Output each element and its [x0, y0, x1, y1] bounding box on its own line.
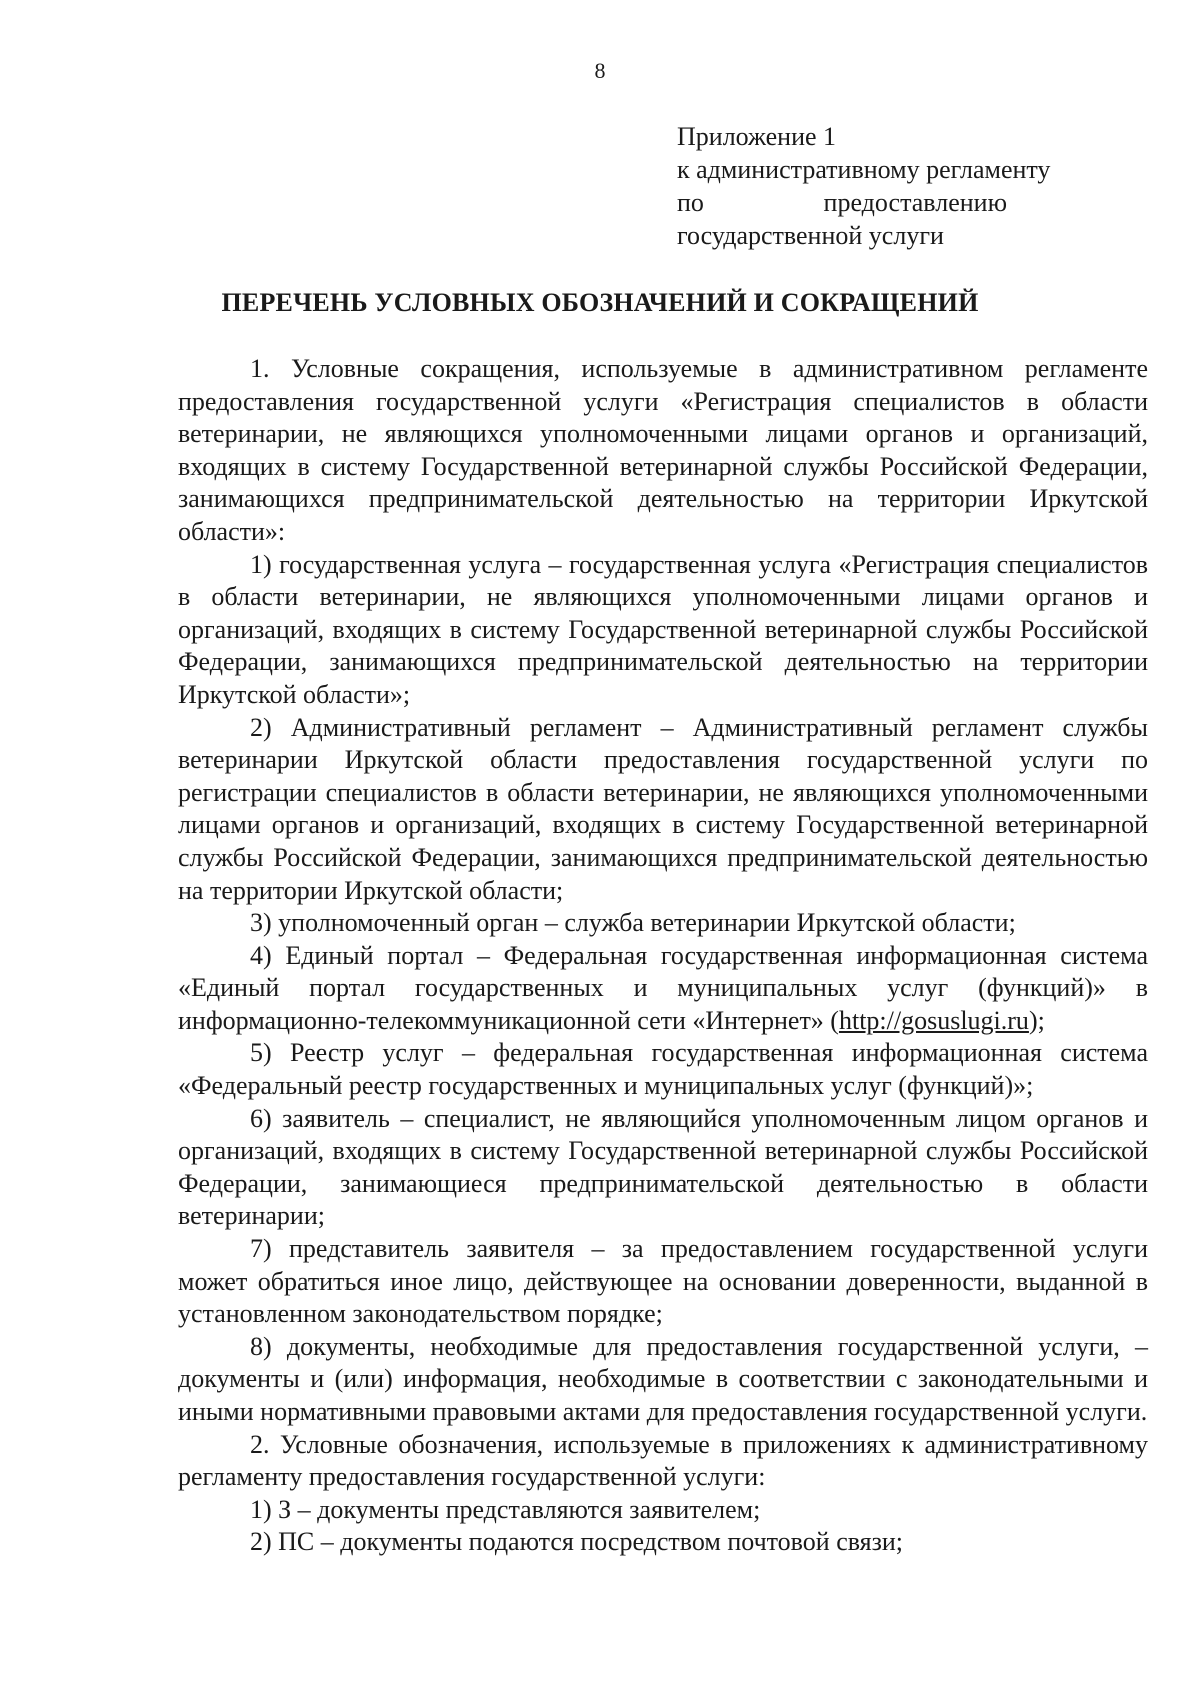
paragraph-1-item-1: 1) государственная услуга – государственная услуга «Регистрация специалистов в области ветеринарии, не являющихся уполномоченными лицами органов и организаций, входящих в систему Государственной ветеринарной службы Российской Федерации, занимающихся предпринимательской деятельностью на территории Иркутской области»; — [178, 549, 1148, 709]
gosuslugi-link[interactable]: http://gosuslugi.ru — [838, 1005, 1029, 1035]
paragraph-1-item-3: 3) уполномоченный орган – служба ветеринарии Иркутской области; — [250, 908, 1016, 938]
annex-line-3-right: предоставлению — [823, 188, 1007, 217]
paragraph-1-item-7: 7) представитель заявителя – за предоставлением государственной услуги может обратиться иное лицо, действующее на основании доверенности, выданной в установленном законодательством порядке; — [178, 1234, 1148, 1329]
item-4-text-before: 4) Единый портал – Федеральная государственная информационная система «Единый портал государственных и муниципальных услуг (функций)» в информационно-телекоммуникационной сети «Интернет» ( — [178, 940, 1148, 1035]
paragraph-1-item-8: 8) документы, необходимые для предоставления государственной услуги, – документы и (или) информация, необходимые в соответствии с законодательными и иными нормативными правовыми актами для предоставления государственной услуги. — [178, 1331, 1148, 1426]
annex-header — [677, 120, 1087, 252]
paragraph-1-item-4 — [178, 940, 1148, 1038]
paragraph-1-item-6: 6) заявитель – специалист, не являющийся уполномоченным лицом органов и организаций, входящих в систему Государственной ветеринарной службы Российской Федерации, занимающиеся предпринимательской деятельностью в области ветеринарии; — [178, 1103, 1148, 1231]
document-title: ПЕРЕЧЕНЬ УСЛОВНЫХ ОБОЗНАЧЕНИЙ И СОКРАЩЕНИЙ — [221, 288, 979, 317]
annex-line-1: Приложение 1 — [677, 122, 837, 151]
paragraph-2-item-2: 2) ПС – документы подаются посредством почтовой связи; — [250, 1527, 904, 1557]
paragraph-2-item-1: 1) З – документы представляются заявителем; — [250, 1494, 761, 1524]
annex-line-3 — [677, 186, 1007, 219]
item-4-text-after: ); — [1028, 1005, 1045, 1035]
annex-line-4: государственной услуги — [677, 221, 944, 250]
paragraph-1-item-5: 5) Реестр услуг – федеральная государственная информационная система «Федеральный реестр государственных и муниципальных услуг (функций)»; — [178, 1038, 1148, 1101]
annex-line-3-left: по — [677, 188, 704, 217]
document-body — [178, 353, 1148, 1559]
paragraph-1: 1. Условные сокращения, используемые в административном регламенте предоставления государственной услуги «Регистрация специалистов в области ветеринарии, не являющихся уполномоченными лицами органов и организаций, входящих в систему Государственной ветеринарной службы Российской Федерации, занимающихся предпринимательской деятельностью на территории Иркутской области»: — [178, 354, 1148, 546]
annex-line-2: к административному регламенту — [677, 155, 1051, 184]
page-number: 8 — [594, 58, 606, 83]
paragraph-1-item-2: 2) Административный регламент – Административный регламент службы ветеринарии Иркутской области предоставления государственной услуги по регистрации специалистов в области ветеринарии, не являющихся уполномоченными лицами органов и организаций, входящих в систему Государственной ветеринарной службы Российской Федерации, занимающихся предпринимательской деятельностью на территории Иркутской области; — [178, 712, 1148, 905]
paragraph-2: 2. Условные обозначения, используемые в приложениях к административному регламенту предоставления государственной услуги: — [178, 1429, 1148, 1492]
